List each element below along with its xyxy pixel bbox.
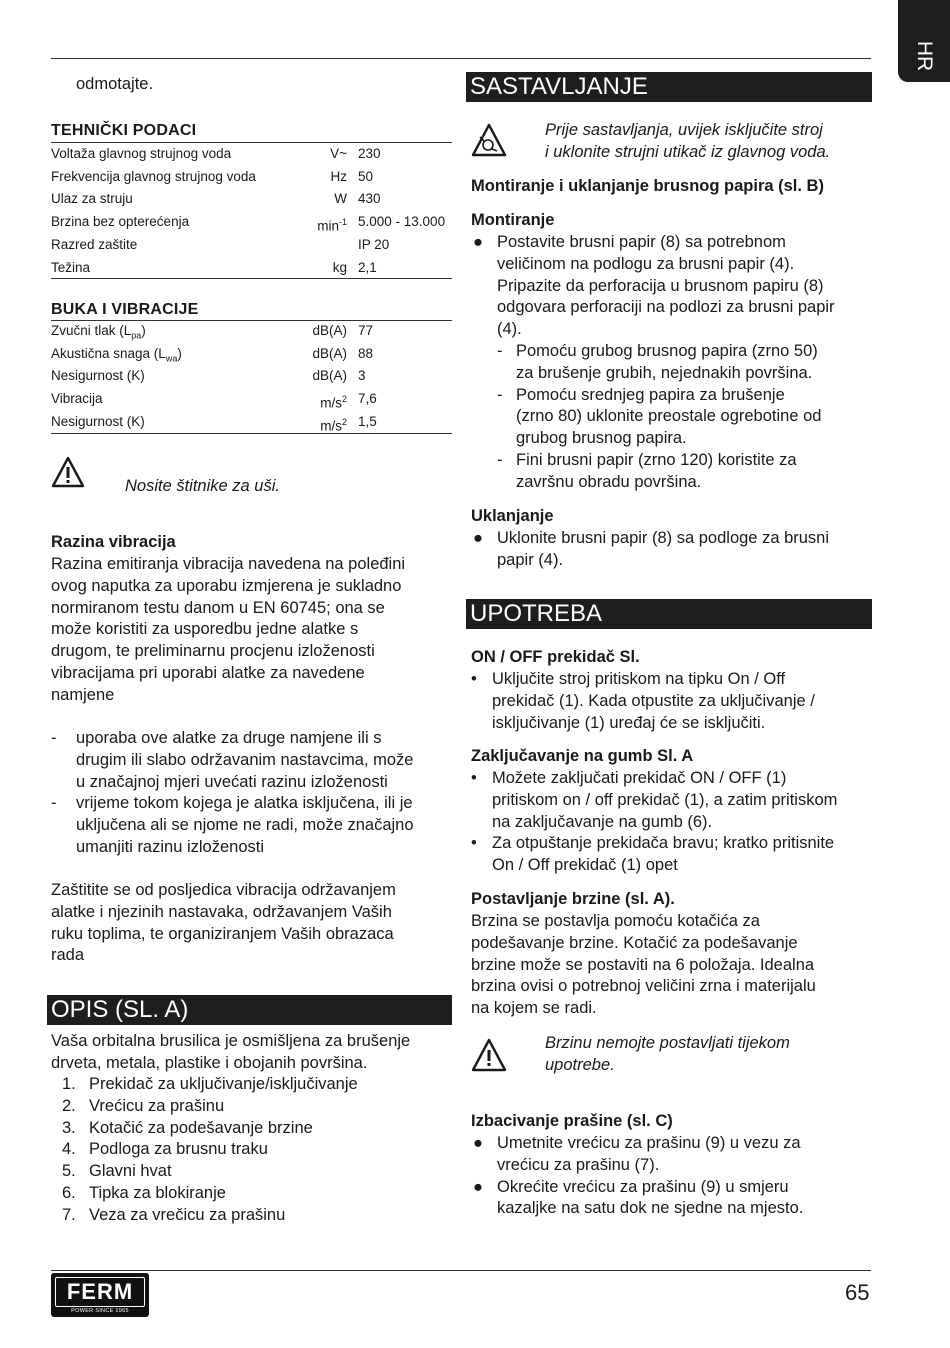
lock-bullet-line: pritiskom on / off prekidač (1), a zatim pritiskom (492, 790, 838, 809)
protect-line: alatke i njezinih nastavaka, održavanjem Vaših (51, 902, 392, 921)
montiranje-heading: Montiranje (471, 211, 555, 229)
vibration-line: namjene (51, 685, 115, 704)
footer-rule (51, 1270, 871, 1271)
spec-value: 3 (358, 368, 366, 384)
grit-item-line: završnu obradu površina. (516, 472, 702, 491)
spec-value: 88 (358, 345, 374, 361)
spec-name: Ulaz za struju (51, 191, 133, 207)
intro-text: odmotajte. (76, 75, 154, 93)
lock-heading: Zaključavanje na gumb Sl. A (471, 747, 694, 765)
spec-row (51, 388, 452, 411)
spec-value: 50 (358, 168, 374, 184)
ferm-logo-inner (55, 1277, 145, 1307)
opis-title: OPIS (SL. A) (51, 996, 189, 1023)
lock-bullet-line: na zaključavanje na gumb (6). (492, 812, 713, 831)
spec-value: IP 20 (358, 236, 390, 252)
spec-unit: V~ (330, 146, 347, 161)
vibration-line: Razina emitiranja vibracija navedena na poleđini (51, 555, 406, 573)
opis-banner (47, 995, 452, 1025)
dash-item-line: uključena ali se njome ne radi, može značajno (76, 816, 414, 835)
spec-value: 1,5 (358, 413, 377, 429)
dust-bullet-line: kazaljke na satu dok ne sjedne na mjesto. (497, 1199, 804, 1218)
ferm-logo-text: FERM (66, 1279, 134, 1304)
spec-unit: $m/s^2$ (320, 416, 347, 434)
vibration-line: može koristiti za usporedbu jedne alatke s (51, 620, 359, 639)
spec-row (51, 343, 452, 366)
spec-unit: kg (332, 259, 347, 275)
dust-bullet-marker: ● (473, 1177, 483, 1196)
sastavljanje-banner (466, 72, 872, 102)
spec-unit: dB(A) (312, 323, 347, 338)
dust-heading: Izbacivanje prašine (sl. C) (471, 1112, 673, 1130)
spec-row (51, 257, 452, 280)
spec-name: Voltaža glavnog strujnog voda (51, 146, 232, 161)
spec-name: Brzina bez opterećenja (51, 214, 190, 230)
protect-line: ruku toplima, te organiziranjem Vaših obrazaca (51, 924, 394, 943)
mount-bullet-line: Postavite brusni papir (8) sa potrebnom (497, 233, 786, 251)
unplug-warning-line: i uklonite strujni utikač iz glavnog voda. (545, 142, 831, 161)
part-label: Prekidač za uključivanje/isključivanje (89, 1075, 358, 1093)
mount-bullet-line: veličinom na podlogu za brusni papir (4). (497, 254, 795, 273)
mount-bullet-line: (4). (497, 320, 522, 339)
mount-heading: Montiranje i uklanjanje brusnog papira (sl. B) (471, 177, 824, 195)
part-number: 5. (62, 1162, 76, 1181)
spec-name: Težina (51, 259, 91, 275)
dash-item-marker: - (51, 794, 57, 813)
dust-bullet-line: vrećicu za prašinu (7). (497, 1155, 660, 1174)
grit-item-marker: - (497, 385, 503, 404)
noise-bottom-rule (51, 433, 452, 434)
grit-item-line: Fini brusni papir (zrno 120) koristite za (516, 451, 797, 469)
spec-unit: $\min^{-1}$ (317, 217, 347, 234)
part-label: Podloga za brusnu traku (89, 1140, 268, 1159)
vibration-line: ovog naputka za uporabu izmjerena je sukladno (51, 576, 402, 595)
lock-bullet-line: Možete zaključati prekidač ON / OFF (1) (492, 769, 787, 787)
grit-item-line: Pomoću srednjeg papira za brušenje (516, 385, 785, 404)
spec-row (51, 411, 452, 434)
upotreba-title: UPOTREBA (470, 600, 603, 627)
unplug-warning-icon (471, 122, 507, 158)
remove-bullet-line: papir (4). (497, 550, 564, 569)
part-number: 3. (62, 1118, 76, 1137)
spec-name: Nesigurnost (K) (51, 413, 145, 429)
part-label: Veza za vrečicu za prašinu (89, 1205, 286, 1224)
ferm-logo-sub: POWER SINCE 1965 (71, 1308, 129, 1314)
spec-unit: Hz (330, 168, 347, 184)
spec-value: 2,1 (358, 259, 377, 275)
spec-unit: $m/s^2$ (320, 394, 347, 411)
grit-item-line: grubog brusnog papira. (516, 429, 687, 448)
page-number: 65 (845, 1280, 870, 1305)
top-rule (51, 58, 871, 59)
part-number: 2. (62, 1096, 76, 1115)
spec-name: Vibracija (51, 391, 103, 407)
speed-line: Brzina se postavlja pomoću kotačića za (471, 912, 760, 930)
vibration-line: normiranom testu danom u EN 60745; ona se (51, 598, 385, 617)
warning-triangle-icon (51, 455, 85, 489)
mount-bullet-line: odgovara perforaciji na podlozi za brusni papir (497, 298, 835, 317)
part-number: 4. (62, 1140, 76, 1159)
spec-name: Nesigurnost (K) (51, 368, 145, 384)
sastavljanje-title: SASTAVLJANJE (470, 73, 648, 100)
dash-item-line: vrijeme tokom kojega je alatka isključena, ili je (76, 794, 413, 813)
speed-line: podešavanje brzine. Kotačić za podešavanje (471, 933, 798, 952)
protect-line: rada (51, 946, 85, 965)
dash-item-line: drugim ili slabo održavanim nastavcima, može (76, 750, 414, 769)
onoff-bullet-line: isključivanje (1) uređaj će se isključiti. (492, 713, 766, 732)
spec-value: 430 (358, 191, 381, 207)
vibration-line: vibracijama pri uporabi alatke za navedene (51, 664, 365, 682)
mount-bullet-line: Pripazite da perforacija u brusnom papiru (8) (497, 276, 824, 295)
speed-line: na kojem se radi. (471, 999, 597, 1018)
spec-row (51, 143, 452, 166)
lock-bullet-line: Za otpuštanje prekidača bravu; kratko pritisnite (492, 834, 835, 853)
grit-item-marker: - (497, 451, 503, 469)
language-tab (898, 0, 950, 82)
spec-unit: dB(A) (312, 345, 347, 361)
remove-bullet-marker: ● (473, 529, 483, 547)
spec-name: Frekvencija glavnog strujnog voda (51, 168, 256, 184)
speed-warning-icon (471, 1037, 507, 1073)
spec-value: 77 (358, 323, 374, 338)
part-label: Glavni hvat (89, 1162, 172, 1181)
vibration-line: drugom, te preliminarnu procjenu izloženosti (51, 642, 375, 661)
onoff-heading: ON / OFF prekidač Sl. (471, 648, 640, 666)
upotreba-banner (466, 599, 872, 629)
noise-title: BUKA I VIBRACIJE (51, 301, 199, 318)
speed-line: brzine može se postaviti na 6 položaja. Idealna (471, 955, 815, 974)
opis-line: Vaša orbitalna brusilica je osmišljena za brušenje (51, 1032, 411, 1050)
part-label: Tipka za blokiranje (89, 1184, 226, 1202)
part-number: 7. (62, 1205, 76, 1224)
lock-bullet-marker: • (471, 769, 477, 787)
speed-heading: Postavljanje brzine (sl. A). (471, 890, 675, 908)
lock-bullet-line: On / Off prekidač (1) opet (492, 856, 678, 875)
spec-unit: dB(A) (312, 368, 347, 384)
part-label: Vrećicu za prašinu (89, 1096, 225, 1115)
dust-bullet-marker: ● (473, 1134, 483, 1152)
spec-row (51, 320, 452, 343)
part-label: Kotačić za podešavanje brzine (89, 1118, 313, 1137)
language-tab-label: HR (913, 40, 936, 72)
lock-bullet-marker: • (471, 834, 477, 853)
spec-name: Razred zaštite (51, 236, 138, 252)
uklanjanje-heading: Uklanjanje (471, 507, 554, 525)
grit-item-marker: - (497, 342, 503, 360)
onoff-bullet-line: prekidač (1). Kada otpustite za uključivanje / (492, 691, 815, 710)
part-number: 1. (62, 1075, 76, 1093)
vibration-heading: Razina vibracija (51, 533, 176, 551)
onoff-bullet-marker: • (471, 670, 477, 688)
dash-item-line: umanjiti razinu izloženosti (76, 838, 265, 856)
dash-item-marker: - (51, 729, 57, 747)
onoff-bullet-line: Uključite stroj pritiskom na tipku On / Off (492, 670, 786, 688)
grit-item-line: Pomoću grubog brusnog papira (zrno 50) (516, 342, 818, 360)
spec-value: 7,6 (358, 391, 377, 407)
spec-row (51, 365, 452, 388)
tech-data-title: TEHNIČKI PODACI (51, 122, 197, 139)
spec-value: 5.000 - 13.000 (358, 214, 446, 230)
spec-row (51, 234, 452, 257)
spec-name: Akustična snaga $(L_{wa})$ (51, 345, 182, 364)
unplug-warning-line: Prije sastavljanja, uvijek isključite stroj (545, 121, 823, 139)
tech-bottom-rule (51, 278, 452, 279)
spec-name: Zvučni tlak $(L_{pa})$ (51, 323, 146, 341)
opis-line: drveta, metala, plastike i obojanih površina. (51, 1053, 368, 1072)
spec-value: 230 (358, 146, 381, 161)
speed-warning-line: Brzinu nemojte postavljati tijekom (545, 1034, 790, 1052)
grit-item-line: (zrno 80) uklonite preostale ogrebotine od (516, 407, 822, 426)
spec-row (51, 188, 452, 211)
dash-item-line: u značajnoj mjeri uvećati razinu izloženosti (76, 772, 388, 791)
spec-unit: W (334, 191, 347, 207)
grit-item-line: za brušenje grubih, nejednakih površina. (516, 363, 813, 382)
dust-bullet-line: Umetnite vrećicu za prašinu (9) u vezu za (497, 1134, 801, 1152)
dust-bullet-line: Okrećite vrećicu za prašinu (9) u smjeru (497, 1177, 789, 1196)
part-number: 6. (62, 1184, 76, 1202)
protect-line: Zaštitite se od posljedica vibracija održavanjem (51, 881, 396, 899)
dash-item-line: uporaba ove alatke za druge namjene ili s (76, 729, 382, 747)
spec-row (51, 166, 452, 189)
speed-warning-line: upotrebe. (545, 1055, 615, 1074)
ferm-logo (51, 1273, 149, 1317)
mount-bullet-marker: ● (473, 233, 483, 251)
ear-protection-warning: Nosite štitnike za uši. (125, 477, 280, 495)
speed-line: brzina ovisi o potrebnoj veličini zrna i materijalu (471, 977, 816, 996)
spec-row (51, 211, 452, 234)
remove-bullet-line: Uklonite brusni papir (8) sa podloge za brusni (497, 529, 830, 547)
